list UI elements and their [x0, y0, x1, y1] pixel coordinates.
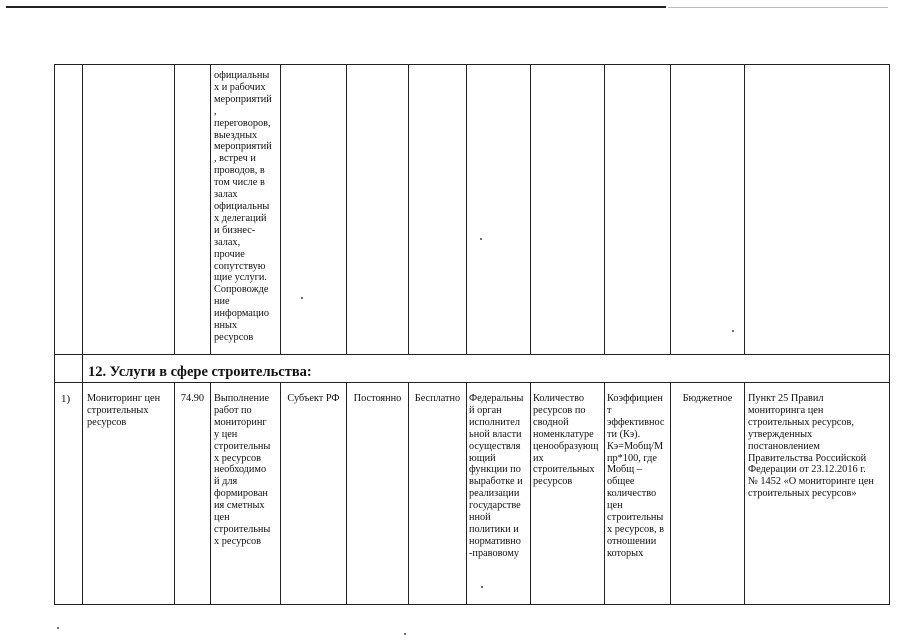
- table-line-bottom: [54, 604, 890, 605]
- table-line-top: [54, 64, 890, 65]
- table-line-col-3: [280, 64, 281, 355]
- table-line-right: [889, 64, 890, 605]
- table-line-col-10: [744, 64, 745, 355]
- table-line-col-2-lower: [210, 382, 211, 605]
- scan-speck: [57, 627, 59, 629]
- table-line-col-8-lower: [604, 382, 605, 605]
- service-content-cell: Выполнение работ по мониторинг у цен строительны х ресурсов необходимо й для формирован ия сметных цен строительны х ресурсов: [214, 393, 271, 547]
- scan-speck: [481, 586, 483, 588]
- table-line-section-bottom: [54, 382, 890, 383]
- table-line-col-2: [210, 64, 211, 355]
- table-line-col-9: [670, 64, 671, 355]
- table-line-col-4: [346, 64, 347, 355]
- table-line-col-1: [174, 64, 175, 355]
- table-line-col-10-lower: [744, 382, 745, 605]
- table-line-col-5-lower: [408, 382, 409, 605]
- row-number: 1): [61, 393, 71, 405]
- indicator-cell: Количество ресурсов по сводной номенклатуре ценообразующ их строительных ресурсов: [533, 393, 599, 488]
- periodicity-cell: Постоянно: [353, 393, 402, 404]
- table-line-num-col: [82, 64, 83, 605]
- table-line-col-3-lower: [280, 382, 281, 605]
- funding-cell: Бюджетное: [682, 393, 733, 404]
- legal-basis-cell: Пункт 25 Правил мониторинга цен строительных ресурсов, утвержденных постановлением Правительства Российской Федерации от 23.12.2016 г. № 1452 «О мониторинге цен строительных ресурсов»: [748, 393, 874, 500]
- payment-cell: Бесплатно: [414, 393, 461, 404]
- table-line-col-7-lower: [530, 382, 531, 605]
- table-line-col-6-lower: [466, 382, 467, 605]
- section-heading: 12. Услуги в сфере строительства:: [88, 364, 312, 380]
- scan-speck: [480, 238, 482, 240]
- table-line-col-8: [604, 64, 605, 355]
- subject-cell: Субъект РФ: [287, 393, 340, 404]
- top-border-line: [6, 6, 666, 8]
- service-name-cell: Мониторинг цен строительных ресурсов: [87, 393, 161, 428]
- scan-speck: [404, 633, 406, 635]
- table-line-col-6: [466, 64, 467, 355]
- table-line-col-4-lower: [346, 382, 347, 605]
- okved-code-cell: 74.90: [180, 393, 205, 404]
- scan-speck: [732, 330, 734, 332]
- coefficient-cell: Коэффициен т эффективнос ти (Кэ). Кэ=Мобщ/М пр*100, где Мобщ – общее количество цен строительны х ресурсов, в отношении которых: [607, 393, 665, 559]
- table-line-left: [54, 64, 55, 605]
- table-line-col-1-lower: [174, 382, 175, 605]
- executor-cell: Федеральны й орган исполнител ьной власти осуществля ющий функции по выработке и реализации государстве нной политики и нормативно -правовому: [469, 393, 524, 559]
- cont-row-content-cell: официальны х и рабочих мероприятий , переговоров, выездных мероприятий , встреч и проводов, в том числе в залах официальны х делегаций и бизнес- залах, прочие сопутствую щие услуги. Сопровожде ние информацио нных ресурсов: [214, 70, 272, 343]
- table-line-col-5: [408, 64, 409, 355]
- scan-speck: [301, 297, 303, 299]
- top-border-line-faint: [668, 7, 888, 8]
- table-line-section-top: [54, 354, 890, 355]
- table-line-col-9-lower: [670, 382, 671, 605]
- table-line-col-7: [530, 64, 531, 355]
